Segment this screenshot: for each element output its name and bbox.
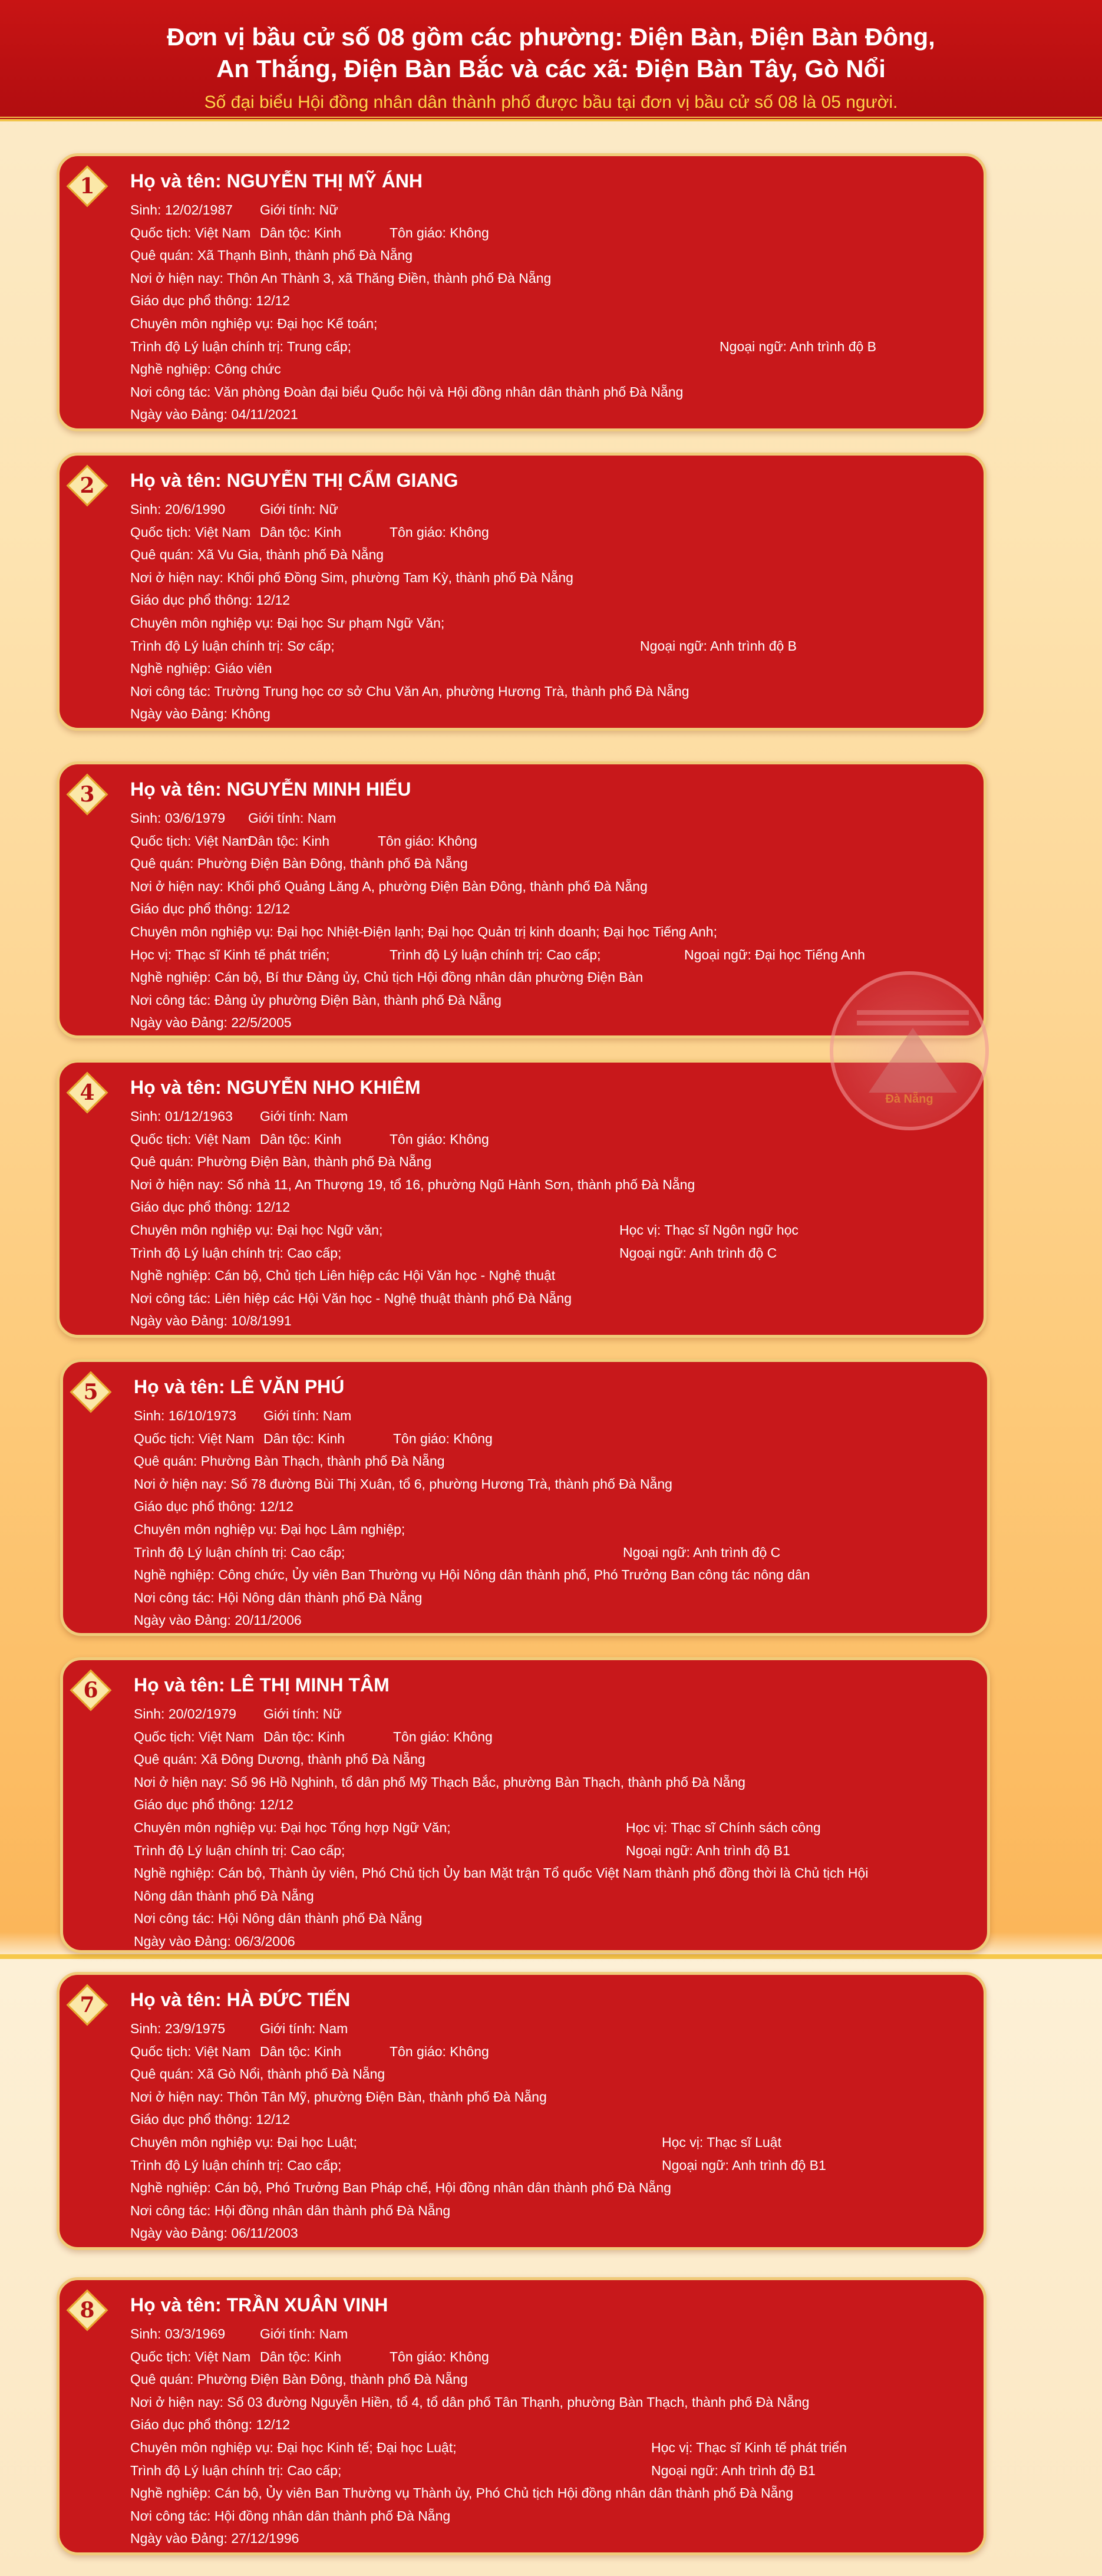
info-row: [134, 1793, 982, 1816]
info-row: [130, 944, 979, 966]
info-row: [130, 2131, 979, 2153]
info-row: [130, 1287, 979, 1310]
foreign-language: Ngoại ngữ: Anh trình độ B1: [651, 2462, 816, 2478]
professional-qualification: Chuyên môn nghiệp vụ: Đại học Kế toán;: [130, 316, 378, 331]
occupation: Nghề nghiệp: Cán bộ, Chủ tịch Liên hiệp các Hội Văn học - Nghệ thuật: [130, 1268, 556, 1284]
ethnicity: Dân tộc: Kinh: [260, 524, 342, 540]
ethnicity: Dân tộc: Kinh: [260, 225, 342, 240]
info-row: [134, 1885, 982, 1907]
ethnicity: Dân tộc: Kinh: [263, 1430, 345, 1446]
info-row: [130, 2063, 979, 2085]
party-admission-date: Ngày vào Đảng: 06/11/2003: [130, 2225, 298, 2241]
info-row: [130, 312, 979, 335]
number-badge: [67, 1072, 108, 1113]
info-row: [130, 2086, 979, 2108]
workplace: Nơi công tác: Hội Nông dân thành phố Đà Nẵng: [134, 1911, 423, 1927]
professional-qualification: Chuyên môn nghiệp vụ: Đại học Ngữ văn;: [130, 1222, 383, 1238]
birth-date: Sinh: 03/6/1979: [130, 810, 226, 826]
info-row: [130, 335, 979, 358]
political-theory-level: Trình độ Lý luận chính trị: Cao cấp;: [134, 1544, 345, 1560]
info-row: [130, 2176, 979, 2199]
info-row: [130, 521, 979, 543]
nationality: Quốc tịch: Việt Nam: [130, 524, 251, 540]
info-row: [130, 1310, 979, 1332]
general-education: Giáo dục phổ thông: 12/12: [130, 2417, 291, 2433]
academic-degree: Học vị: Thạc sĩ Kinh tế phát triển: [651, 2440, 847, 2455]
nationality: Quốc tịch: Việt Nam: [130, 2349, 251, 2364]
info-row: [130, 358, 979, 380]
info-row: [130, 875, 979, 898]
info-row: [134, 1495, 982, 1518]
nationality: Quốc tịch: Việt Nam: [130, 2043, 251, 2059]
info-row: [134, 1930, 982, 1952]
info-row: [134, 1564, 982, 1586]
birth-date: Sinh: 03/3/1969: [130, 2326, 226, 2341]
info-row: [130, 2459, 979, 2482]
birth-date: Sinh: 01/12/1963: [130, 1109, 233, 1124]
info-row: [130, 289, 979, 312]
occupation: Nghề nghiệp: Công chức, Ủy viên Ban Thường vụ Hội Nông dân thành phố, Phó Trưởng Ban công tác nông dân: [134, 1567, 810, 1583]
number-badge: [70, 1670, 111, 1711]
candidate-card: [60, 1359, 990, 1636]
religion: Tôn giáo: Không: [393, 1729, 493, 1744]
info-row: [130, 244, 979, 266]
political-theory-level: Trình độ Lý luận chính trị: Trung cấp;: [130, 338, 352, 354]
info-row: [134, 1771, 982, 1793]
workplace: Nơi công tác: Hội đồng nhân dân thành phố Đà Nẵng: [130, 2202, 451, 2218]
gender: Giới tính: Nam: [260, 2326, 348, 2341]
political-theory-level: Trình độ Lý luận chính trị: Cao cấp;: [130, 2157, 342, 2173]
candidate-number: 2: [80, 473, 95, 498]
workplace: Nơi công tác: Văn phòng Đoàn đại biểu Quốc hội và Hội đồng nhân dân thành phố Đà Nẵng: [130, 384, 684, 400]
info-row: [130, 2436, 979, 2459]
nationality: Quốc tịch: Việt Nam: [130, 1131, 251, 1147]
info-row: [134, 1587, 982, 1609]
info-row: [134, 1473, 982, 1495]
info-row: [130, 1150, 979, 1173]
hometown: Quê quán: Phường Bàn Thạch, thành phố Đà Nẵng: [134, 1453, 445, 1469]
number-badge: [67, 1984, 108, 2026]
info-row: [130, 830, 979, 852]
residence: Nơi ở hiện nay: Số nhà 11, An Thượng 19, tổ 16, phường Ngũ Hành Sơn, thành phố Đà Nẵng: [130, 1176, 695, 1192]
hometown: Quê quán: Xã Đông Dương, thành phố Đà Nẵng: [134, 1752, 425, 1767]
info-row: [130, 852, 979, 875]
religion: Tôn giáo: Không: [390, 225, 489, 240]
info-row: [130, 2391, 979, 2413]
info-row: [134, 1541, 982, 1564]
info-row: [130, 1173, 979, 1196]
candidate-name: Họ và tên: NGUYỄN MINH HIẾU: [130, 779, 411, 800]
city-logo-watermark: [830, 971, 989, 1130]
foreign-language: Ngoại ngữ: Anh trình độ B: [640, 638, 797, 654]
birth-date: Sinh: 12/02/1987: [130, 202, 233, 217]
number-badge: [67, 465, 108, 506]
info-row: [134, 1609, 982, 1631]
academic-degree: Học vị: Thạc sĩ Kinh tế phát triển;: [130, 946, 330, 962]
residence: Nơi ở hiện nay: Số 96 Hồ Nghinh, tổ dân phố Mỹ Thạch Bắc, phường Bàn Thạch, thành phố Đà Nẵng: [134, 1774, 745, 1790]
info-row: [130, 2222, 979, 2244]
foreign-language: Ngoại ngữ: Anh trình độ B: [720, 338, 877, 354]
general-education: Giáo dục phổ thông: 12/12: [130, 293, 291, 309]
academic-degree: Học vị: Thạc sĩ Luật: [662, 2135, 781, 2150]
number-badge: [67, 2290, 108, 2331]
info-row: [134, 1907, 982, 1929]
foreign-language: Ngoại ngữ: Anh trình độ C: [623, 1544, 781, 1560]
info-row: [130, 589, 979, 611]
hometown: Quê quán: Xã Vu Gia, thành phố Đà Nẵng: [130, 547, 384, 563]
professional-qualification: Chuyên môn nghiệp vụ: Đại học Kinh tế; Đại học Luật;: [130, 2440, 457, 2455]
gender: Giới tính: Nữ: [260, 502, 338, 517]
candidate-name: Họ và tên: HÀ ĐỨC TIẾN: [130, 1989, 351, 2010]
birth-date: Sinh: 16/10/1973: [134, 1408, 236, 1423]
religion: Tôn giáo: Không: [378, 833, 477, 849]
info-row: [130, 657, 979, 680]
political-theory-level: Trình độ Lý luận chính trị: Cao cấp;: [130, 1245, 342, 1261]
info-row: [130, 612, 979, 634]
workplace: Nơi công tác: Hội đồng nhân dân thành phố Đà Nẵng: [130, 2508, 451, 2524]
info-row: [130, 1242, 979, 1264]
gender: Giới tính: Nam: [260, 2021, 348, 2036]
candidate-name: Họ và tên: NGUYỄN THỊ CẨM GIANG: [130, 470, 458, 491]
party-admission-date: Ngày vào Đảng: 06/3/2006: [134, 1934, 295, 1949]
info-row: [130, 1196, 979, 1218]
info-row: [130, 199, 979, 221]
number-badge: [67, 774, 108, 815]
header-title-line1: Đơn vị bầu cử số 08 gồm các phường: Điện Bàn, Điện Bàn Đông,: [167, 23, 935, 51]
foreign-language: Ngoại ngữ: Anh trình độ B1: [662, 2157, 826, 2173]
info-row: [134, 1816, 982, 1839]
foreign-language: Ngoại ngữ: Đại học Tiếng Anh: [684, 946, 865, 962]
workplace: Nơi công tác: Hội Nông dân thành phố Đà Nẵng: [134, 1589, 423, 1605]
info-row: [134, 1703, 982, 1725]
info-row: [130, 680, 979, 702]
general-education: Giáo dục phổ thông: 12/12: [130, 1199, 291, 1215]
general-education: Giáo dục phổ thông: 12/12: [130, 2112, 291, 2128]
gender: Giới tính: Nam: [248, 810, 336, 826]
occupation: Nghề nghiệp: Giáo viên: [130, 661, 272, 677]
info-row: [130, 1105, 979, 1127]
birth-date: Sinh: 23/9/1975: [130, 2021, 226, 2036]
residence: Nơi ở hiện nay: Khối phố Quảng Lăng A, phường Điện Bàn Đông, thành phố Đà Nẵng: [130, 878, 648, 894]
number-badge: [70, 1371, 111, 1413]
academic-degree: Học vị: Thạc sĩ Ngôn ngữ học: [619, 1222, 799, 1238]
info-row: [134, 1862, 982, 1884]
info-row: [130, 2346, 979, 2368]
candidate-name: Họ và tên: TRẦN XUÂN VINH: [130, 2294, 388, 2316]
gender: Giới tính: Nữ: [260, 202, 338, 217]
info-row: [130, 2482, 979, 2504]
gender: Giới tính: Nữ: [263, 1706, 342, 1721]
info-row: [130, 2505, 979, 2527]
foreign-language: Ngoại ngữ: Anh trình độ B1: [626, 1842, 790, 1858]
candidate-number: 5: [83, 1380, 98, 1404]
political-theory-level: Trình độ Lý luận chính trị: Cao cấp;: [390, 946, 601, 962]
professional-qualification: Chuyên môn nghiệp vụ: Đại học Sư phạm Ngữ Văn;: [130, 615, 445, 631]
ethnicity: Dân tộc: Kinh: [248, 833, 330, 849]
info-row: [130, 702, 979, 725]
page-header: [0, 0, 1102, 121]
party-admission-date: Ngày vào Đảng: 22/5/2005: [130, 1015, 292, 1031]
info-row: [130, 966, 979, 988]
hometown: Quê quán: Phường Điện Bàn Đông, thành phố Đà Nẵng: [130, 2371, 468, 2387]
occupation: Nghề nghiệp: Cán bộ, Phó Trưởng Ban Pháp chế, Hội đồng nhân dân thành phố Đà Nẵng: [130, 2180, 671, 2196]
nationality: Quốc tịch: Việt Nam: [134, 1729, 255, 1744]
religion: Tôn giáo: Không: [390, 2043, 489, 2059]
candidate-number: 4: [80, 1080, 95, 1105]
info-row: [134, 1427, 982, 1450]
birth-date: Sinh: 20/6/1990: [130, 502, 226, 517]
info-row: [130, 566, 979, 589]
candidate-card: [60, 1657, 990, 1953]
religion: Tôn giáo: Không: [390, 1131, 489, 1147]
candidate-number: 1: [80, 174, 95, 199]
professional-qualification: Chuyên môn nghiệp vụ: Đại học Lâm nghiệp;: [134, 1522, 405, 1537]
occupation: Nghề nghiệp: Cán bộ, Bí thư Đảng ủy, Chủ tịch Hội đồng nhân dân phường Điện Bàn: [130, 969, 644, 985]
info-row: [130, 2017, 979, 2040]
info-row: [130, 222, 979, 244]
political-theory-level: Trình độ Lý luận chính trị: Cao cấp;: [134, 1842, 345, 1858]
workplace: Nơi công tác: Đảng ủy phường Điện Bàn, thành phố Đà Nẵng: [130, 992, 501, 1008]
info-row: [130, 498, 979, 520]
candidate-name: Họ và tên: NGUYỄN NHO KHIÊM: [130, 1077, 421, 1098]
residence: Nơi ở hiện nay: Thôn Tân Mỹ, phường Điện Bàn, thành phố Đà Nẵng: [130, 2089, 547, 2105]
info-row: [130, 635, 979, 657]
ethnicity: Dân tộc: Kinh: [260, 1131, 342, 1147]
religion: Tôn giáo: Không: [390, 2349, 489, 2364]
hometown: Quê quán: Xã Thạnh Bình, thành phố Đà Nẵng: [130, 248, 413, 263]
background-divider: [0, 1954, 1102, 1959]
candidate-number: 6: [83, 1678, 98, 1703]
candidate-card: [57, 453, 986, 731]
candidate-card: [57, 153, 986, 431]
general-education: Giáo dục phổ thông: 12/12: [130, 592, 291, 608]
professional-qualification: Chuyên môn nghiệp vụ: Đại học Tổng hợp Ngữ Văn;: [134, 1820, 451, 1835]
ethnicity: Dân tộc: Kinh: [263, 1729, 345, 1744]
info-row: [130, 381, 979, 403]
info-row: [130, 807, 979, 829]
birth-date: Sinh: 20/02/1979: [134, 1706, 236, 1721]
gender: Giới tính: Nam: [260, 1109, 348, 1124]
ethnicity: Dân tộc: Kinh: [260, 2043, 342, 2059]
occupation: Nghề nghiệp: Cán bộ, Ủy viên Ban Thường vụ Thành ủy, Phó Chủ tịch Hội đồng nhân dân thành phố Đà Nẵng: [130, 2485, 794, 2501]
nationality: Quốc tịch: Việt Nam: [130, 225, 251, 240]
residence: Nơi ở hiện nay: Thôn An Thành 3, xã Thăng Điền, thành phố Đà Nẵng: [130, 270, 552, 286]
info-row: [130, 898, 979, 920]
candidate-number: 7: [80, 1993, 95, 2017]
residence: Nơi ở hiện nay: Khối phố Đồng Sim, phường Tam Kỳ, thành phố Đà Nẵng: [130, 569, 573, 585]
residence: Nơi ở hiện nay: Số 78 đường Bùi Thị Xuân, tổ 6, phường Hương Trà, thành phố Đà Nẵng: [134, 1476, 672, 1492]
info-row: [130, 2040, 979, 2063]
religion: Tôn giáo: Không: [393, 1430, 493, 1446]
party-admission-date: Ngày vào Đảng: 27/12/1996: [130, 2531, 299, 2547]
gender: Giới tính: Nam: [263, 1408, 352, 1423]
info-row: [130, 1219, 979, 1241]
political-theory-level: Trình độ Lý luận chính trị: Sơ cấp;: [130, 638, 335, 654]
candidate-name: Họ và tên: LÊ VĂN PHÚ: [134, 1376, 345, 1397]
info-row: [134, 1839, 982, 1862]
nationality: Quốc tịch: Việt Nam: [134, 1430, 255, 1446]
info-row: [130, 921, 979, 943]
header-divider: [0, 117, 1102, 118]
hometown: Quê quán: Phường Điện Bàn Đông, thành phố Đà Nẵng: [130, 856, 468, 872]
info-row: [130, 2368, 979, 2390]
info-row: [130, 2527, 979, 2549]
candidate-name: Họ và tên: LÊ THỊ MINH TÂM: [134, 1674, 390, 1696]
info-row: [130, 1264, 979, 1287]
foreign-language: Ngoại ngữ: Anh trình độ C: [619, 1245, 777, 1261]
occupation-continued: Nông dân thành phố Đà Nẵng: [134, 1888, 314, 1904]
number-badge: [67, 166, 108, 207]
political-theory-level: Trình độ Lý luận chính trị: Cao cấp;: [130, 2462, 342, 2478]
hometown: Quê quán: Xã Gò Nổi, thành phố Đà Nẵng: [130, 2066, 385, 2082]
candidate-name: Họ và tên: NGUYỄN THỊ MỸ ÁNH: [130, 170, 423, 192]
header-subtitle: Số đại biểu Hội đồng nhân dân thành phố được bầu tại đơn vị bầu cử số 08 là 05 người.: [204, 93, 898, 112]
info-row: [130, 2108, 979, 2130]
general-education: Giáo dục phổ thông: 12/12: [130, 901, 291, 917]
ethnicity: Dân tộc: Kinh: [260, 2349, 342, 2364]
workplace: Nơi công tác: Liên hiệp các Hội Văn học - Nghệ thuật thành phố Đà Nẵng: [130, 1290, 572, 1306]
hometown: Quê quán: Phường Điện Bàn, thành phố Đà Nẵng: [130, 1154, 432, 1170]
info-row: [130, 2413, 979, 2436]
info-row: [130, 2323, 979, 2345]
info-row: [134, 1748, 982, 1770]
general-education: Giáo dục phổ thông: 12/12: [134, 1499, 294, 1515]
party-admission-date: Ngày vào Đảng: Không: [130, 706, 270, 722]
nationality: Quốc tịch: Việt Nam: [130, 833, 251, 849]
religion: Tôn giáo: Không: [390, 524, 489, 540]
candidate-card: [57, 761, 986, 1038]
info-row: [134, 1450, 982, 1472]
workplace: Nơi công tác: Trường Trung học cơ sở Chu Văn An, phường Hương Trà, thành phố Đà Nẵng: [130, 683, 689, 699]
general-education: Giáo dục phổ thông: 12/12: [134, 1797, 294, 1813]
info-row: [134, 1404, 982, 1427]
candidate-card: [57, 2277, 986, 2555]
info-row: [130, 1128, 979, 1150]
party-admission-date: Ngày vào Đảng: 20/11/2006: [134, 1612, 302, 1628]
party-admission-date: Ngày vào Đảng: 04/11/2021: [130, 407, 298, 423]
info-row: [134, 1518, 982, 1541]
professional-qualification: Chuyên môn nghiệp vụ: Đại học Luật;: [130, 2135, 357, 2150]
info-row: [130, 403, 979, 426]
watermark-text: Đà Nẵng: [885, 1093, 933, 1106]
occupation: Nghề nghiệp: Công chức: [130, 361, 281, 377]
candidate-number: 8: [80, 2298, 95, 2323]
candidate-card: [57, 1972, 986, 2250]
info-row: [130, 2154, 979, 2176]
info-row: [130, 543, 979, 566]
info-row: [130, 2199, 979, 2222]
party-admission-date: Ngày vào Đảng: 10/8/1991: [130, 1313, 292, 1329]
info-row: [130, 267, 979, 289]
header-title-line2: An Thắng, Điện Bàn Bắc và các xã: Điện Bàn Tây, Gò Nổi: [216, 55, 886, 83]
professional-qualification: Chuyên môn nghiệp vụ: Đại học Nhiệt-Điện lạnh; Đại học Quản trị kinh doanh; Đại học Tiếng Anh;: [130, 924, 717, 939]
info-row: [134, 1726, 982, 1748]
residence: Nơi ở hiện nay: Số 03 đường Nguyễn Hiền, tổ 4, tổ dân phố Tân Thạnh, phường Bàn Thạch, thành phố Đà Nẵng: [130, 2394, 810, 2410]
candidate-number: 3: [80, 782, 95, 807]
academic-degree: Học vị: Thạc sĩ Chính sách công: [626, 1820, 821, 1835]
occupation: Nghề nghiệp: Cán bộ, Thành ủy viên, Phó Chủ tịch Ủy ban Mặt trận Tổ quốc Việt Nam thành phố đồng thời là Chủ tịch Hội: [134, 1865, 869, 1881]
